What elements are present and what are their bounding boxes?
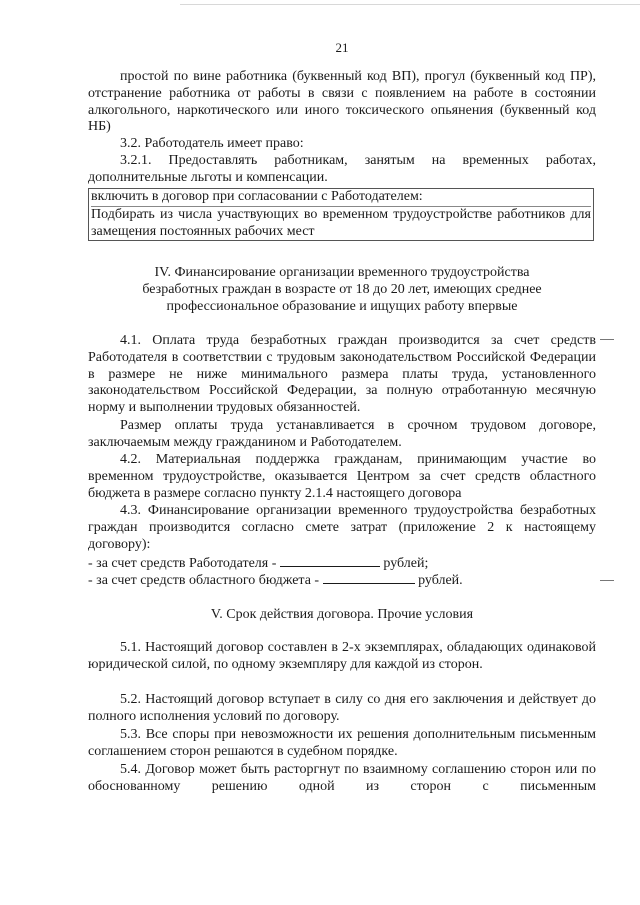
clause-3-2 xyxy=(88,136,596,153)
heading-line: V. Срок действия договора. Прочие условия xyxy=(210,607,474,622)
funding-label: - за счет средств Работодателя - xyxy=(88,556,277,571)
page-number: 21 xyxy=(335,40,349,55)
scan-margin-mark xyxy=(600,339,614,340)
clause-3-2-1 xyxy=(88,153,596,187)
currency-unit: рублей; xyxy=(383,556,429,571)
paragraph-text: 5.1. Настоящий договор составлен в 2-х экземплярах, обладающих одинаковой юридической силой, по одному экземпляру для каждой из сторон. xyxy=(88,640,596,672)
funding-label: - за счет средств областного бюджета - xyxy=(88,573,320,588)
paragraph-text: простой по вине работника (буквенный код ВП), прогул (буквенный код ПР), отстранение работника от работы в связи с появлением на работе в состоянии алкогольного, наркотического или иного токсического опьянения (буквенный код НБ) xyxy=(88,69,596,135)
paragraph-text: 4.1. Оплата труда безработных граждан производится за счет средств Работодателя в соответствии с трудовым законодательством Российской Федерации в размере не ниже минимального размера платы труда, установленного законодательством Российской Федерации, за полную отработанную месячную норму и выполнении трудовых обязанностей. xyxy=(88,333,596,416)
clause-4-1 xyxy=(88,333,596,417)
paragraph-text: 3.2.1. Предоставлять работникам, занятым на временных работах, дополнительные льготы и компенсации. xyxy=(88,153,596,185)
clause-5-4 xyxy=(88,762,596,796)
clause-5-3 xyxy=(88,727,596,761)
paragraph-text: 5.4. Договор может быть расторгнут по взаимному соглашению сторон или по обоснованному решению одной из сторон с письменным xyxy=(88,762,596,794)
boxed-clause-header: включить в договор при согласовании с Работодателем: xyxy=(91,189,591,207)
scan-margin-mark xyxy=(600,580,614,581)
section-4-heading xyxy=(88,265,596,315)
boxed-clause-text: Подбирать из числа участвующих во временном трудоустройстве работников для замещения постоянных рабочих мест xyxy=(91,206,591,239)
paragraph-text: 5.2. Настоящий договор вступает в силу со дня его заключения и действует до полного исполнения условий по договору. xyxy=(88,692,596,724)
paragraph-text: 4.2. Материальная поддержка гражданам, принимающим участие во временном трудоустройстве, оказывается Центром за счет средств областного бюджета в размере согласно пункту 2.1.4 настоящего договора xyxy=(88,452,596,501)
blank-field xyxy=(323,571,415,584)
continuation-paragraph xyxy=(88,69,596,136)
scan-top-edge xyxy=(180,4,640,5)
clause-4-1-pay xyxy=(88,418,596,452)
heading-line: безработных граждан в возрасте от 18 до 20 лет, имеющих среднее xyxy=(142,281,542,297)
currency-unit: рублей. xyxy=(418,573,463,588)
paragraph-text: Размер оплаты труда устанавливается в срочном трудовом договоре, заключаемым между гражданином и Работодателем. xyxy=(88,418,596,450)
heading-line: профессиональное образование и ищущих работу впервые xyxy=(166,298,518,314)
paragraph-text: 4.3. Финансирование организации временного трудоустройства безработных граждан производится согласно смете затрат (приложение 2 к настоящему договору): xyxy=(88,503,596,552)
paragraph-text: 5.3. Все споры при невозможности их решения дополнительным письменным соглашением сторон решаются в судебном порядке. xyxy=(88,727,596,759)
funding-regional-line xyxy=(88,571,596,590)
blank-field xyxy=(280,554,380,567)
clause-5-1 xyxy=(88,640,596,674)
clause-4-2 xyxy=(88,452,596,502)
paragraph-text: 3.2. Работодатель имеет право: xyxy=(120,136,304,151)
clause-4-3 xyxy=(88,503,596,553)
heading-line: IV. Финансирование организации временного трудоустройства xyxy=(154,265,530,280)
section-5-heading xyxy=(88,607,596,624)
funding-employer-line xyxy=(88,554,596,573)
boxed-inserted-clause xyxy=(88,188,594,241)
clause-5-2 xyxy=(88,692,596,726)
